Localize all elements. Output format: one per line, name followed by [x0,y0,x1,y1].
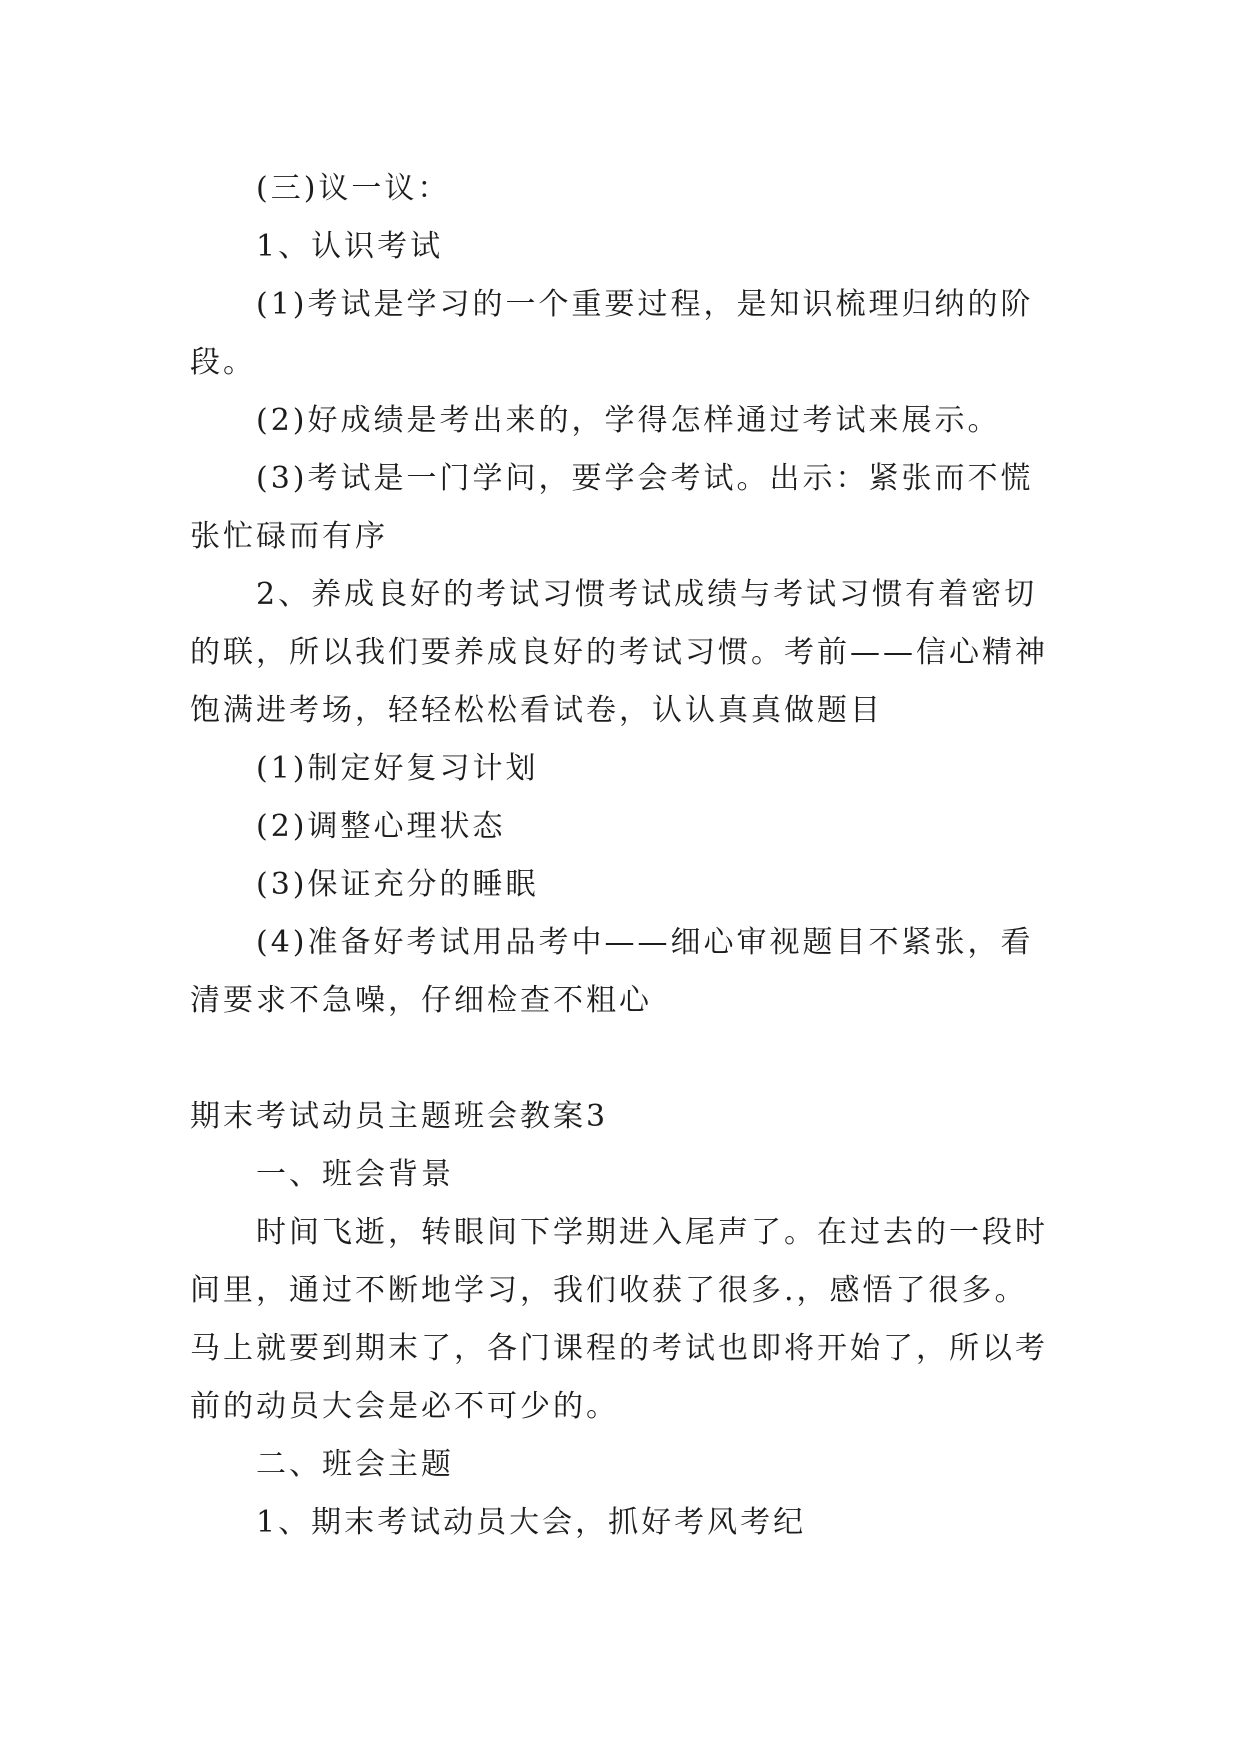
item1-title: 1、认识考试 [256,229,444,264]
item2-point-1: (1)制定好复习计划 [256,751,539,786]
document-body [190,160,1050,1552]
item2-point-4: (4)准备好考试用品考中——细心审视题目不紧张，看清要求不急噪，仔细检查不粗心 [190,925,1034,1018]
item1-point-1: (1)考试是学习的一个重要过程，是知识梳理归纳的阶段。 [190,287,1034,380]
section3-title: 期末考试动员主题班会教案3 [190,1099,609,1134]
theme-item-1: 1、期末考试动员大会，抓好考风考纪 [256,1505,807,1540]
section-gap [190,1030,1050,1088]
item1-point-3: (3)考试是一门学问，要学会考试。出示：紧张而不慌张忙碌而有序 [190,461,1034,554]
item2-point-3: (3)保证充分的睡眠 [256,867,539,902]
item2-paragraph: 2、养成良好的考试习惯考试成绩与考试习惯有着密切的联，所以我们要养成良好的考试习惯。考前——信心精神饱满进考场，轻轻松松看试卷，认认真真做题目 [190,577,1048,728]
background-text: 时间飞逝，转眼间下学期进入尾声了。在过去的一段时间里，通过不断地学习，我们收获了很多.，感悟了很多。马上就要到期末了，各门课程的考试也即将开始了，所以考前的动员大会是必不可少的。 [190,1215,1048,1424]
discussion-heading: (三)议一议： [256,171,451,206]
item2-point-2: (2)调整心理状态 [256,809,506,844]
item1-point-2: (2)好成绩是考出来的，学得怎样通过考试来展示。 [256,403,1001,438]
background-heading: 一、班会背景 [256,1157,454,1192]
theme-heading: 二、班会主题 [256,1447,454,1482]
